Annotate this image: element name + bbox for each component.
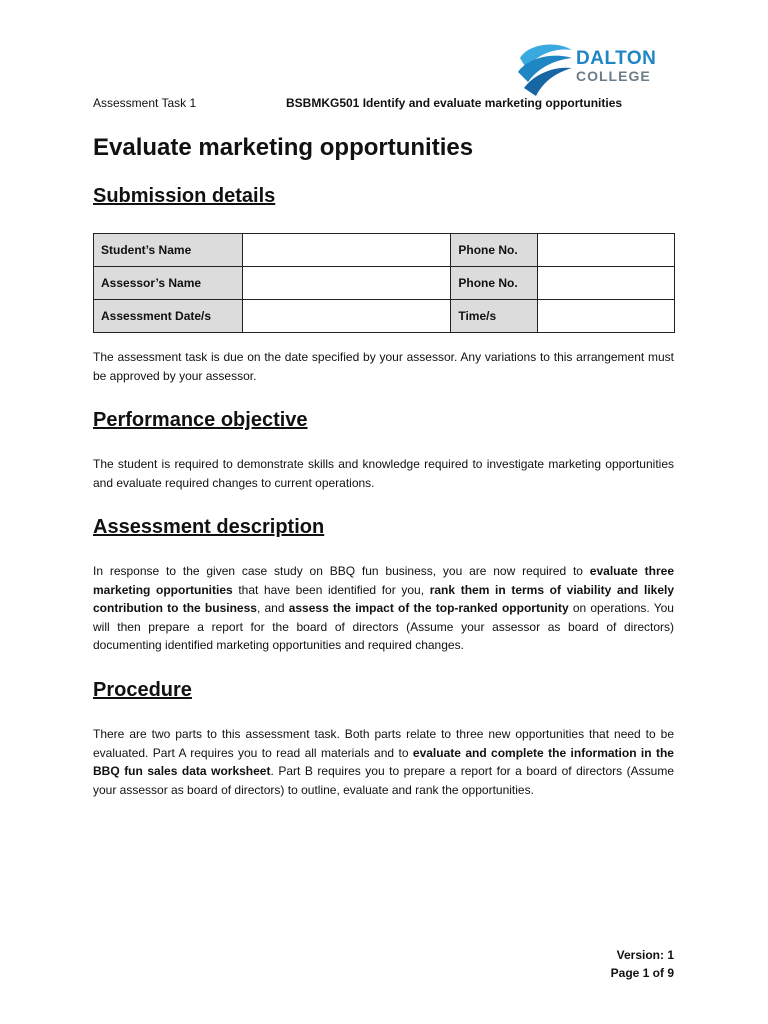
description-bold-1: evaluate three marketing opportunities xyxy=(93,564,674,597)
students-name-label: Student’s Name xyxy=(94,234,243,267)
student-phone-label: Phone No. xyxy=(451,234,538,267)
procedure-text xyxy=(93,725,674,799)
procedure-bold-1: evaluate and complete the information in the BBQ fun sales data worksheet xyxy=(93,745,674,779)
procedure-text-2: . Part B requires you to prepare a report for a board of directors (Assume your assessor as board of directors) to outline, evaluate and rank the opportunities. xyxy=(93,764,674,797)
assessment-date-label: Assessment Date/s xyxy=(94,300,243,333)
description-text-1: In response to the given case study on BBQ fun business, you are now required to xyxy=(93,564,590,578)
performance-heading: Performance objective xyxy=(93,409,308,431)
logo-text-college: COLLEGE xyxy=(576,68,651,84)
procedure-heading: Procedure xyxy=(93,679,192,701)
description-heading: Assessment description xyxy=(93,516,325,538)
description-bold-3: assess the impact of the top-ranked opportunity xyxy=(288,601,569,616)
table-row xyxy=(94,267,675,300)
assessors-name-label: Assessor’s Name xyxy=(94,267,243,300)
page-title: Evaluate marketing opportunities xyxy=(93,134,474,161)
procedure-text-1: There are two parts to this assessment task. Both parts relate to three new opportunities that need to be evaluated. Part A requires you to read all materials and to xyxy=(93,727,674,760)
page-footer xyxy=(611,946,674,982)
submission-table xyxy=(93,233,675,333)
time-field[interactable] xyxy=(538,300,675,333)
description-text-4: on operations. You will then prepare a report for the board of directors (Assume your assessor as board of directors) documenting identified marketing opportunities and required changes. xyxy=(93,601,674,653)
header-unit: BSBMKG501 Identify and evaluate marketing opportunities xyxy=(286,96,623,110)
page-number: Page 1 of 9 xyxy=(610,966,674,980)
submission-note: The assessment task is due on the date specified by your assessor. Any variations to this arrangement must be approved by your assessor. xyxy=(93,350,674,383)
submission-heading: Submission details xyxy=(93,185,276,207)
description-text-3: , and xyxy=(256,601,289,616)
description-text xyxy=(93,562,674,655)
logo-text-dalton: DALTON xyxy=(576,48,657,69)
header-task: Assessment Task 1 xyxy=(93,96,197,110)
description-text-2: that have been identified for you, xyxy=(232,582,430,597)
student-phone-field[interactable] xyxy=(538,234,675,267)
time-label: Time/s xyxy=(451,300,538,333)
students-name-field[interactable] xyxy=(242,234,451,267)
table-row xyxy=(94,234,675,267)
assessment-date-field[interactable] xyxy=(242,300,451,333)
wave-logo-icon xyxy=(514,42,574,98)
performance-text: The student is required to demonstrate skills and knowledge required to investigate marketing opportunities and evaluate required changes to current operations. xyxy=(93,457,674,490)
description-bold-2: rank them in terms of viability and likely contribution to the business xyxy=(93,582,675,616)
table-row xyxy=(94,300,675,333)
assessor-phone-field[interactable] xyxy=(538,267,675,300)
assessors-name-field[interactable] xyxy=(242,267,451,300)
assessor-phone-label: Phone No. xyxy=(451,267,538,300)
version-label: Version: 1 xyxy=(616,948,674,962)
college-logo xyxy=(514,42,679,98)
